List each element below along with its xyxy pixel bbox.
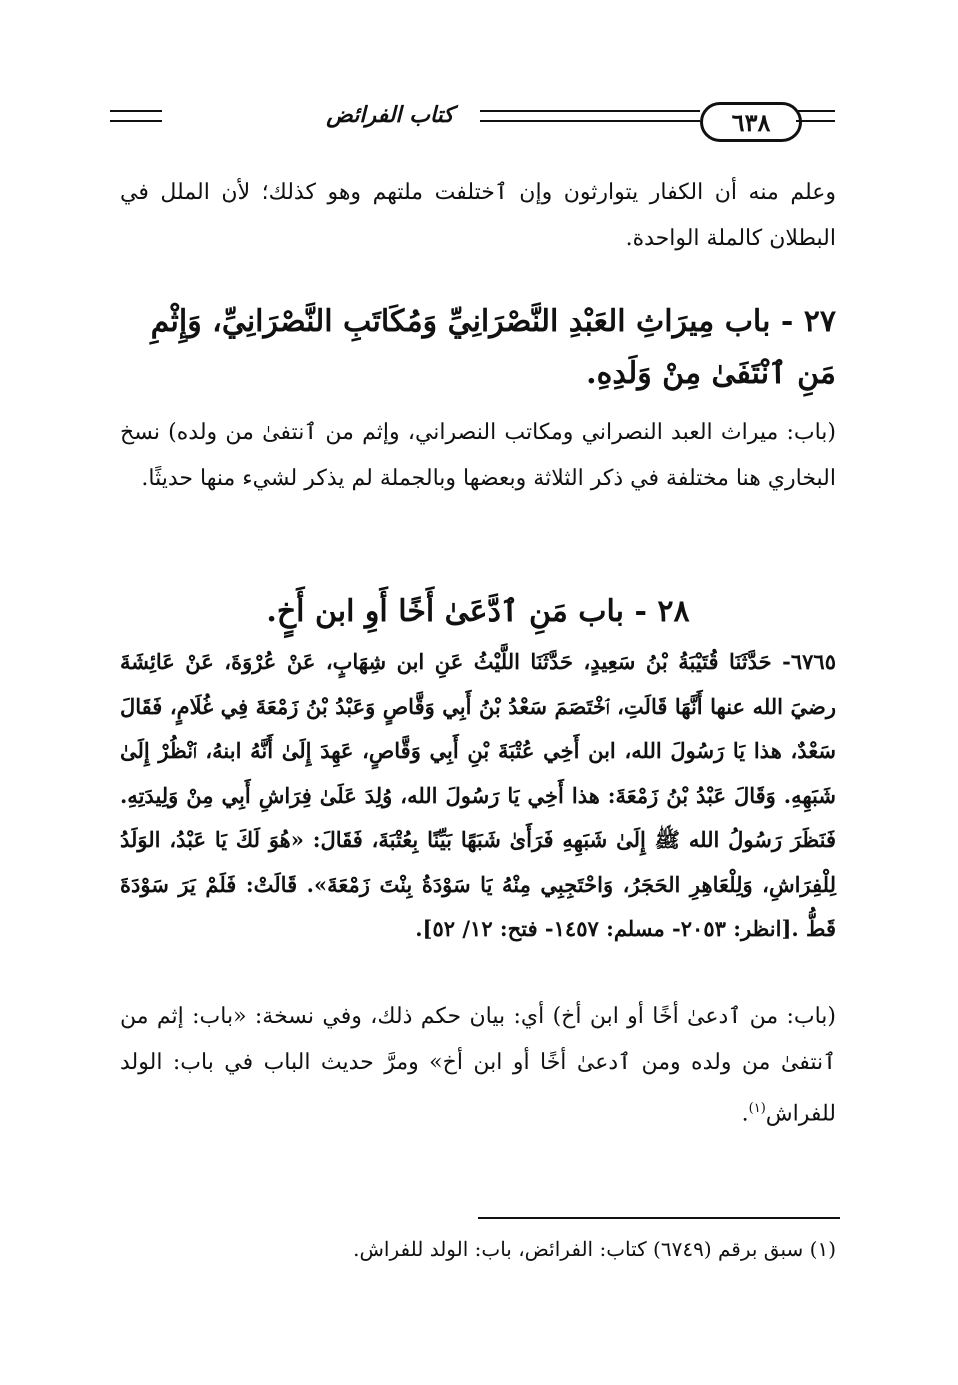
- header-rule-right-bottom: [796, 120, 835, 122]
- page-number: ٦٣٨: [700, 102, 802, 142]
- page-header: [110, 96, 835, 146]
- hadith-6765: ٦٧٦٥- حَدَّثَنَا قُتَيْبَةُ بْنُ سَعِيدٍ، حَدَّثَنَا اللَّيْثُ عَنِ ابن شِهَابٍ، عَنْ عُرْوَةَ، عَنْ عَائِشَةَ رضيَ الله عنها أَنَّهَا قَالَتِ، ٱخْتَصَمَ سَعْدُ بْنُ أَبِي وَقَّاصٍ وَعَبْدُ بْنُ زَمْعَةَ فِي غُلَامٍ، فَقَالَ سَعْدٌ، هذا يَا رَسُولَ الله، ابن أَخِي عُتْبَةَ بْنِ أَبِي وَقَّاصٍ، عَهِدَ إِلَىٰ أَنَّهُ ابنهُ، ٱنْظُرْ إِلَىٰ شَبَهِهِ. وَقَالَ عَبْدُ بْنُ زَمْعَةَ: هذا أَخِي يَا رَسُولَ الله، وُلِدَ عَلَىٰ فِرَاشِ أَبِي مِنْ وَلِيدَتِهِ. فَنَظَرَ رَسُولُ الله ﷺ إِلَىٰ شَبَهِهِ فَرَأَىٰ شَبَهًا بَيِّنًا بِعُتْبَةَ، فَقَالَ: «هُوَ لَكَ يَا عَبْدُ، الوَلَدُ لِلْفِرَاشِ، وَلِلْعَاهِرِ الحَجَرُ، وَاحْتَجِبِي مِنْهُ يَا سَوْدَةُ بِنْتَ زَمْعَةَ». قَالَتْ: فَلَمْ يَرَ سَوْدَةَ قَطُّ .[انظر: ٢٠٥٣- مسلم: ١٤٥٧- فتح: ١٢/ ٥٢].: [120, 649, 836, 941]
- footnote-ref: (١): [748, 1101, 766, 1116]
- header-rule-left-bottom: [110, 120, 162, 122]
- footnote-separator: [478, 1217, 840, 1219]
- footnote: (١) سبق برقم (٦٧٤٩) كتاب: الفرائض، باب: الولد للفراش.: [353, 1237, 836, 1261]
- header-rule-right-top: [796, 110, 835, 112]
- chapter-28-heading: ٢٨ - باب مَنِ ٱدَّعَىٰ أَخًا أَوِ ابن أَخٍ.: [266, 594, 690, 629]
- header-rule-mid-bottom: [480, 120, 700, 122]
- commentary-text: (باب: من ٱدعىٰ أخًا أو ابن أخ) أي: بيان حكم ذلك، وفي نسخة: «باب: إثم من ٱنتفىٰ من ولده ومن ٱدعىٰ أخًا أو ابن أخ» ومرَّ حديث الباب في باب: الولد للفراش: [120, 1004, 836, 1127]
- header-rule-left-top: [110, 110, 162, 112]
- chapter-27-heading: ٢٧ - باب مِيرَاثِ العَبْدِ النَّصْرَانِيِّ وَمُكَاتَبِ النَّصْرَانِيِّ، وَإِثْمِ مَنِ ٱنْتَفَىٰ مِنْ وَلَدِهِ.: [150, 304, 836, 391]
- chapter-28-commentary: [120, 994, 836, 1137]
- book-title: كتاب الفرائض: [326, 102, 454, 128]
- header-rule-mid-top: [480, 110, 700, 112]
- intro-paragraph: وعلم منه أن الكفار يتوارثون وإن ٱختلفت ملتهم وهو كذلك؛ لأن الملل في البطلان كالملة الواحدة.: [120, 180, 836, 251]
- chapter-27-commentary: (باب: ميراث العبد النصراني ومكاتب النصراني، وإثم من ٱنتفىٰ من ولده) نسخ البخاري هنا مختلفة في ذكر الثلاثة وبعضها وبالجملة لم يذكر لشيء منها حديثًا.: [120, 420, 836, 491]
- commentary-end: .: [741, 1101, 749, 1127]
